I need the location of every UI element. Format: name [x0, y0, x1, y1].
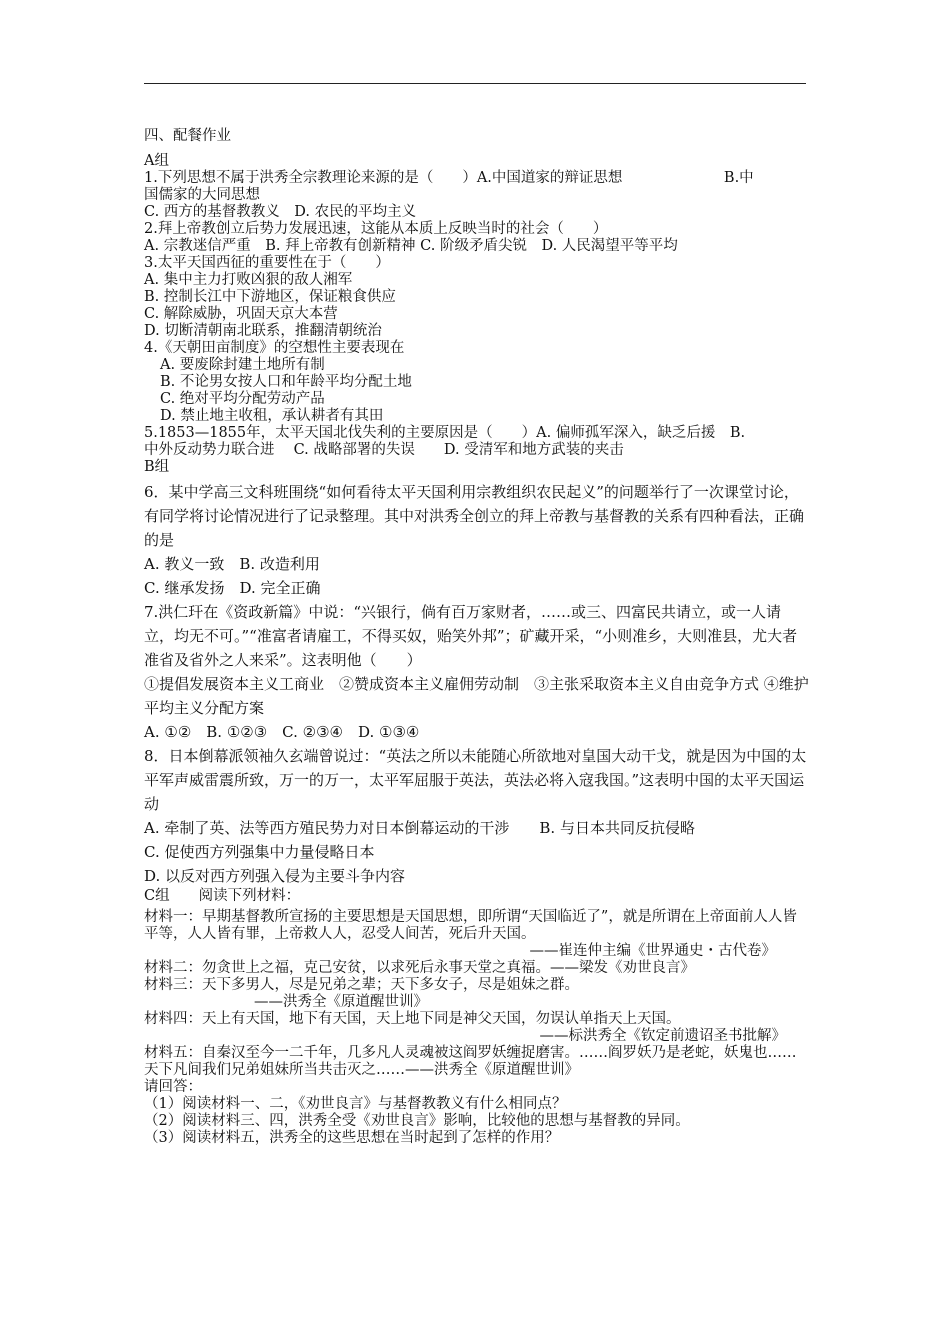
q4-option-d: D. 禁止地主收租，承认耕者有其田	[160, 408, 384, 424]
q7-statements: ①提倡发展资本主义工商业 ②赞成资本主义雇佣劳动制 ③主张采取资本主义自由竞争方式 ④维护平均主义分配方案	[144, 675, 809, 717]
q5-line-1: 5.1853—1855年，太平天国北伐失利的主要原因是（ ）A. 偏师孤军深入，缺乏后援 B.	[144, 425, 746, 441]
q8-option-c: C. 促使西方列强集中力量侵略日本	[144, 843, 375, 861]
question-1: （1）阅读材料一、二，《劝世良言》与基督教教义有什么相同点？	[144, 1096, 567, 1112]
group-c-label: C组 阅读下列材料：	[144, 888, 301, 904]
q8-option-gap	[509, 819, 539, 837]
q3-stem: 3.太平天国西征的重要性在于（ ）	[144, 255, 390, 271]
q4-option-a: A. 要废除封建土地所有制	[160, 357, 325, 373]
q3-option-b: B. 控制长江中下游地区，保证粮食供应	[144, 289, 396, 305]
q8-option-a: A. 牵制了英、法等西方殖民势力对日本倒幕运动的干涉	[144, 819, 510, 837]
group-a-label: A组	[144, 153, 169, 169]
q7-options: A. ①② B. ①②③ C. ②③④ D. ①③④	[144, 723, 420, 741]
q4-stem: 4.《天朝田亩制度》的空想性主要表现在	[144, 340, 405, 356]
q8-option-d: D. 以反对西方列强入侵为主要斗争内容	[144, 867, 406, 885]
q6-options-cd: C. 继承发扬 D. 完全正确	[144, 579, 321, 597]
q5-line-2: 中外反动势力联合进 C. 战略部署的失误 D. 受清军和地方武装的夹击	[144, 442, 624, 458]
material-1-source: ——崔连仲主编《世界通史・古代卷》	[529, 943, 776, 959]
q6-stem: 6．某中学高三文科班围绕“如何看待太平天国利用宗教组织农民起义”的问题举行了一次课堂讨论，有同学将讨论情况进行了记录整理。其中对洪秀全创立的拜上帝教与基督教的关系有四种看法，正确的是	[144, 483, 805, 549]
worksheet	[144, 128, 810, 1147]
q2-stem: 2.拜上帝教创立后势力发展迅速，这能从本质上反映当时的社会（ ）	[144, 221, 608, 237]
question-3: （3）阅读材料五，洪秀全的这些思想在当时起到了怎样的作用？	[144, 1130, 560, 1146]
q2-options: A. 宗教迷信严重 B. 拜上帝教有创新精神 C. 阶级矛盾尖锐 D. 人民渴望平等平均	[144, 238, 678, 254]
q4-option-b: B. 不论男女按人口和年龄平均分配土地	[160, 374, 412, 390]
material-1: 材料一：早期基督教所宣扬的主要思想是天国思想，即所谓“天国临近了”，就是所谓在上帝面前人人皆平等，人人皆有罪，上帝救人人，忍受人间苦，死后升天国。	[144, 909, 797, 942]
section-title: 四、配餐作业	[144, 128, 231, 144]
material-2: 材料二：勿贪世上之福，克己安贫，以求死后永事天堂之真福。——梁发《劝世良言》	[144, 960, 695, 976]
question-2: （2）阅读材料三、四，洪秀全受《劝世良言》影响，比较他的思想与基督教的异同。	[144, 1113, 690, 1129]
material-4: 材料四：天上有天国，地下有天国，天上地下同是神父天国，勿误认单指天上天国。	[144, 1011, 681, 1027]
q3-option-a: A. 集中主力打败凶狠的敌人湘军	[144, 272, 353, 288]
material-5: 材料五：自秦汉至今一二千年，几多凡人灵魂被这阎罗妖缠捉磨害。……阎罗妖乃是老蛇，妖鬼也……天下凡间我们兄弟姐妹所当共击灭之……——洪秀全《原道醒世训》	[144, 1045, 797, 1078]
group-b-label: B组	[144, 459, 170, 475]
q4-option-c: C. 绝对平均分配劳动产品	[160, 391, 325, 407]
q3-option-d: D. 切断清朝南北联系，推翻清朝统治	[144, 323, 382, 339]
header-rule	[144, 83, 806, 84]
q6-options-ab: A. 教义一致 B. 改造利用	[144, 555, 320, 573]
q1-options: C. 西方的基督教教义 D. 农民的平均主义	[144, 204, 417, 220]
q1-line-2: 国儒家的大同思想	[144, 187, 260, 203]
q1-line-1: 1.下列思想不属于洪秀全宗教理论来源的是（ ）A.中国道家的辩证思想 B.中	[144, 170, 754, 186]
material-4-source: ——标洪秀全《钦定前遗诏圣书批解》	[539, 1028, 786, 1044]
material-3-source: ——洪秀全《原道醒世训》	[254, 994, 428, 1010]
material-3: 材料三：天下多男人，尽是兄弟之辈；天下多女子，尽是姐妹之群。	[144, 977, 579, 993]
answer-prompt: 请回答：	[144, 1079, 202, 1095]
q8-stem: 8．日本倒幕派领袖久玄端曾说过：“英法之所以未能随心所欲地对皇国大动干戈，就是因为中国的太平军声威雷震所致，万一的万一，太平军屈服于英法，英法必将入寇我国。”这表明中国的太平天国运动	[144, 747, 807, 813]
q8-options-ab	[144, 816, 810, 840]
q3-option-c: C. 解除威胁，巩固天京大本营	[144, 306, 338, 322]
q7-stem: 7.洪仁玕在《资政新篇》中说：“兴银行，倘有百万家财者，……或三、四富民共请立，或一人请立，均无不可。”“准富者请雇工，不得买奴，贻笑外邦”；矿藏开采，“小则准乡，大则准县，尤大者准省及省外之人来采”。这表明他（ ）	[144, 603, 798, 669]
q8-option-b: B. 与日本共同反抗侵略	[539, 819, 695, 837]
